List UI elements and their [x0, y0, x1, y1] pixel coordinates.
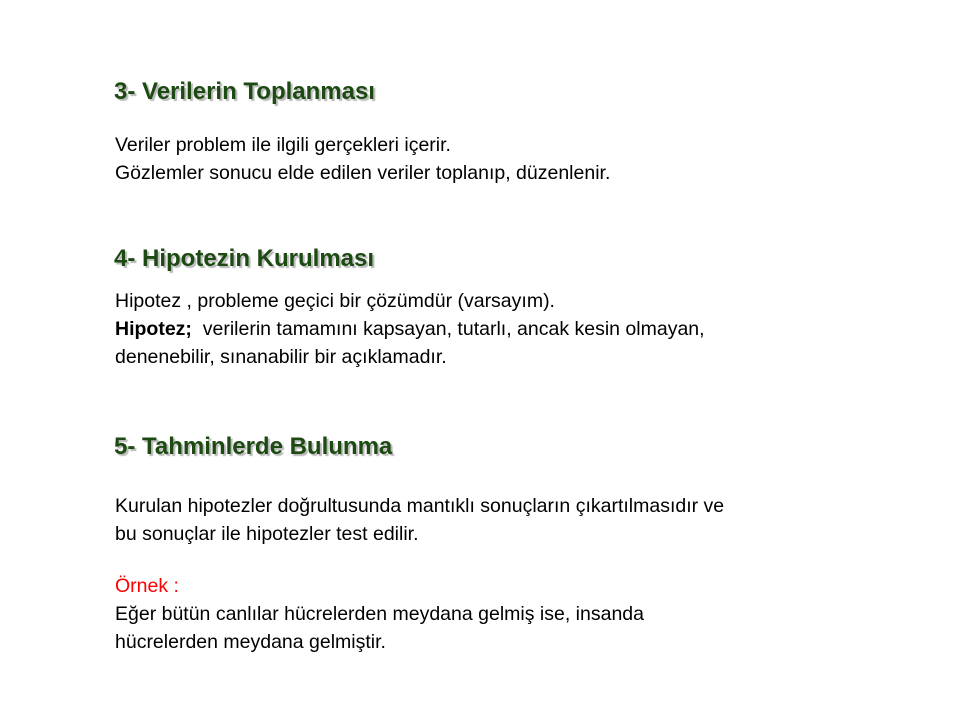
section-3-line-1: Veriler problem ile ilgili gerçekleri içerir.: [115, 134, 451, 156]
hypothesis-term: Hipotez;: [115, 318, 192, 340]
example-line-1: Eğer bütün canlılar hücrelerden meydana gelmiş ise, insanda: [115, 603, 644, 625]
section-5-line-2: bu sonuçlar ile hipotezler test edilir.: [115, 523, 419, 545]
section-5-line-1: Kurulan hipotezler doğrultusunda mantıklı sonuçların çıkartılmasıdır ve: [115, 495, 725, 517]
section-4-text: [115, 287, 705, 371]
section-5-heading: 5- Tahminlerde Bulunma: [114, 433, 393, 460]
section-4-line-1: Hipotez , probleme geçici bir çözümdür (varsayım).: [115, 290, 555, 312]
section-3-heading: 3- Verilerin Toplanması: [114, 78, 375, 105]
example-label: Örnek :: [115, 575, 179, 597]
example-line-2: hücrelerden meydana gelmiştir.: [115, 631, 386, 653]
section-4-heading: 4- Hipotezin Kurulması: [114, 245, 375, 272]
section-4-line-2: [115, 315, 705, 343]
hypothesis-definition: verilerin tamamını kapsayan, tutarlı, ancak kesin olmayan,: [191, 318, 705, 340]
section-3-line-2: Gözlemler sonucu elde edilen veriler toplanıp, düzenlenir.: [115, 162, 611, 184]
section-5-text: [115, 492, 724, 548]
example-block: [115, 572, 644, 656]
section-4-line-3: denenebilir, sınanabilir bir açıklamadır.: [115, 346, 447, 368]
section-3-text: [115, 131, 610, 187]
